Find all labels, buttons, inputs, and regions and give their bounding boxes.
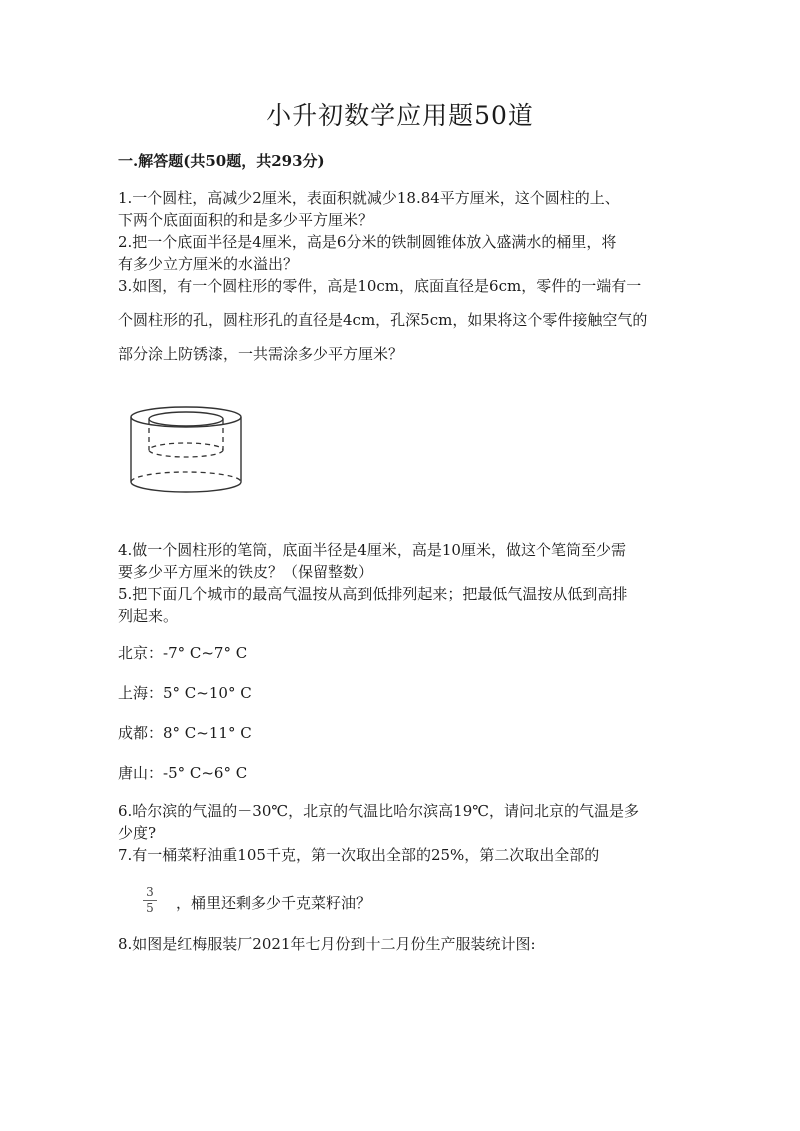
cylinder-figure [128,400,252,500]
fraction-numerator: 3 [146,885,154,899]
problem-4-line-1: 4.做一个圆柱形的笔筒，底面半径是4厘米，高是10厘米，做这个笔筒至少需 [118,541,626,559]
problem-6-line-2: 少度? [118,824,157,842]
problem-2-line-1: 2.把一个底面半径是4厘米，高是6分米的铁制圆锥体放入盛满水的桶里，将 [118,233,617,251]
problem-5-line-2: 列起来。 [118,607,179,625]
problem-3-line-3: 部分涂上防锈漆，一共需涂多少平方厘米？ [118,345,404,363]
problem-5-line-1: 5.把下面几个城市的最高气温按从高到低排列起来；把最低气温按从低到高排 [118,585,628,603]
fraction-denominator: 5 [146,901,154,915]
problem-8-line-1: 8.如图是红梅服装厂2021年七月份到十二月份生产服装统计图: [118,935,536,953]
problem-3-line-2: 个圆柱形的孔，圆柱形孔的直径是4cm，孔深5cm，如果将这个零件接触空气的 [118,311,648,329]
problem-3-line-1: 3.如图，有一个圆柱形的零件，高是10cm，底面直径是6cm，零件的一端有一 [118,277,642,295]
problem-1-line-1: 1.一个圆柱，高减少2厘米，表面积就减少18.84平方厘米，这个圆柱的上、 [118,189,620,207]
city-beijing: 北京：-7° C~7° C [118,644,248,662]
city-chengdu: 成都：8° C~11° C [118,724,252,742]
problem-7-line-1: 7.有一桶菜籽油重105千克，第一次取出全部的25%，第二次取出全部的 [118,846,600,864]
problem-7-line-2: ，桶里还剩多少千克菜籽油？ [176,894,372,912]
city-shanghai: 上海：5° C~10° C [118,684,252,702]
problem-2-line-2: 有多少立方厘米的水溢出？ [118,255,299,273]
problem-4-line-2: 要多少平方厘米的铁皮？（保留整数） [118,563,374,581]
page-title: 小升初数学应用题50道 [266,101,534,130]
problem-1-line-2: 下两个底面面积的和是多少平方厘米？ [118,211,374,229]
section-heading: 一.解答题(共50题，共293分) [118,152,325,170]
problem-6-line-1: 6.哈尔滨的气温的－30℃，北京的气温比哈尔滨高19℃，请问北京的气温是多 [118,802,640,820]
fraction-three-fifths [143,886,157,915]
city-tangshan: 唐山：-5° C~6° C [118,764,248,782]
